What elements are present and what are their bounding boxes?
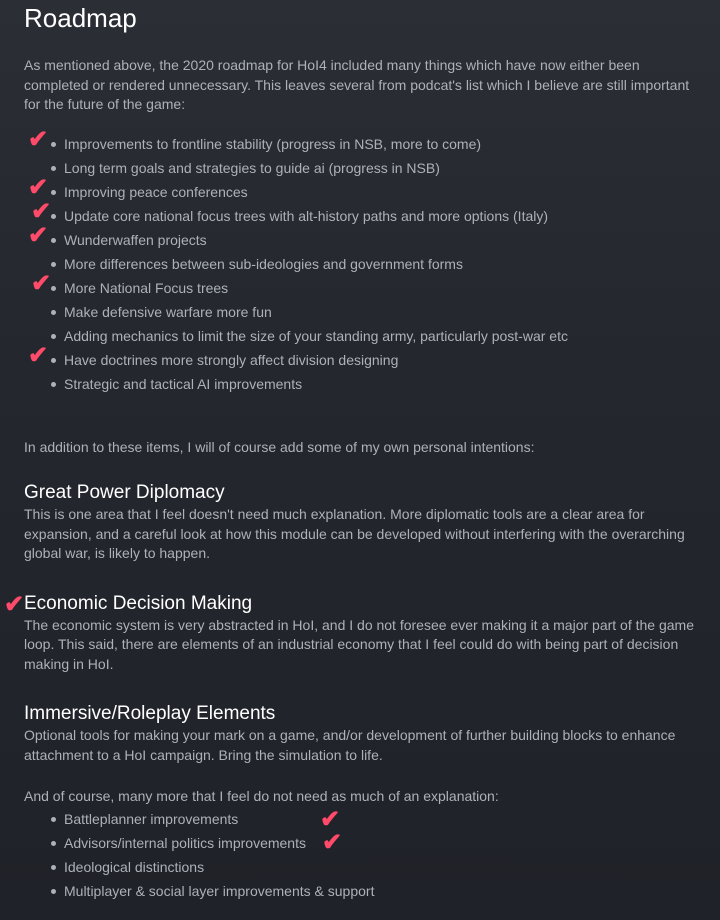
section-heading: Great Power Diplomacy <box>24 482 225 503</box>
more-intro-paragraph: And of course, many more that I feel do not need as much of an explanation: <box>24 788 499 804</box>
list-item: More differences between sub-ideologies and government forms <box>24 252 696 276</box>
section-body: The economic system is very abstracted in HoI, and I do not foresee ever making it a major part of the game loop. This said, there are elements of an industrial economy that I feel could do with being part of decision making in HoI. <box>24 616 694 672</box>
checkmark-icon: ✔ <box>28 126 49 153</box>
list-item: Battleplanner improvements <box>24 807 696 831</box>
checkmark-icon: ✔ <box>4 591 25 618</box>
checkmark-icon: ✔ <box>28 174 49 201</box>
section-body: This is one area that I feel doesn't need much explanation. More diplomatic tools are a clear area for expansion, and a careful look at how this module can be developed without interfering with the overarching global war, is likely to happen. <box>24 506 685 561</box>
checkmark-icon: ✔ <box>31 198 52 225</box>
list-item: Ideological distinctions <box>24 855 696 879</box>
addition-paragraph: In addition to these items, I will of course add some of my own personal intentions: <box>24 438 535 455</box>
list-item: Adding mechanics to limit the size of your standing army, particularly post-war etc <box>24 324 696 348</box>
list-item: Wunderwaffen projects <box>24 228 696 252</box>
list-item: Advisors/internal politics improvements <box>24 831 696 855</box>
list-item: More National Focus trees <box>24 276 696 300</box>
list-item: Strategic and tactical AI improvements <box>24 372 696 396</box>
roadmap-list <box>24 132 696 396</box>
checkmark-icon: ✔ <box>320 806 341 833</box>
list-item: Multiplayer & social layer improvements & support <box>24 879 696 903</box>
section-heading: Economic Decision Making <box>24 592 253 614</box>
checkmark-icon: ✔ <box>28 222 49 249</box>
section-body: Optional tools for making your mark on a game, and/or development of further building blocks to enhance attachment to a HoI campaign. Bring the simulation to life. <box>24 727 676 763</box>
list-item: Long term goals and strategies to guide ai (progress in NSB) <box>24 156 696 180</box>
checkmark-icon: ✔ <box>322 829 343 856</box>
list-item: Improvements to frontline stability (progress in NSB, more to come) <box>24 132 696 156</box>
intro-paragraph: As mentioned above, the 2020 roadmap for HoI4 included many things which have now either been completed or rendered unnecessary. This leaves several from podcat's list which I believe are still important for the future of the game: <box>24 57 690 112</box>
checkmark-icon: ✔ <box>28 342 49 369</box>
more-list <box>24 807 696 903</box>
section-heading: Immersive/Roleplay Elements <box>24 703 276 724</box>
list-item: Update core national focus trees with alt-history paths and more options (Italy) <box>24 204 696 228</box>
page-title: Roadmap <box>24 3 137 33</box>
list-item: Improving peace conferences <box>24 180 696 204</box>
list-item: Make defensive warfare more fun <box>24 300 696 324</box>
list-item: Have doctrines more strongly affect division designing <box>24 348 696 372</box>
checkmark-icon: ✔ <box>31 270 52 297</box>
